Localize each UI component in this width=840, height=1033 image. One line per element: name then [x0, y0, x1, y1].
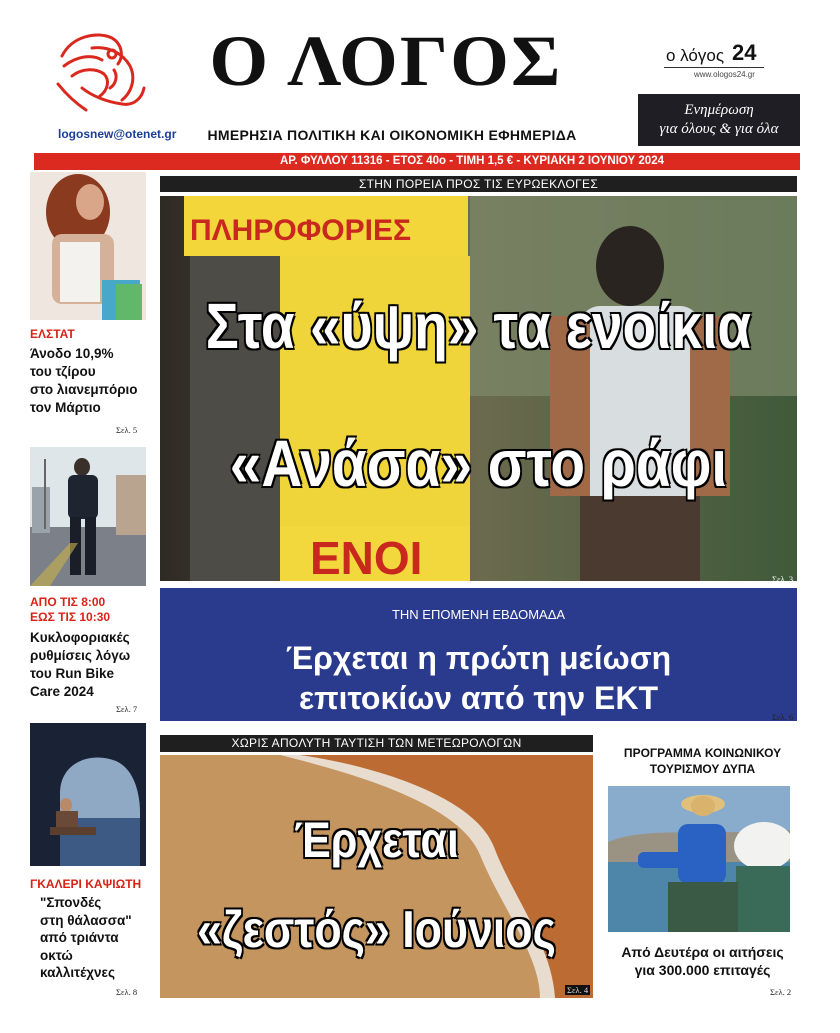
sidebar-kicker-gallery: ΓΚΑΛΕΡΙ ΚΑΨΙΩΤΗ	[30, 877, 142, 891]
page-ref: Σελ. 2	[770, 987, 792, 997]
contact-email: logosnew@otenet.gr	[58, 127, 177, 141]
lead-headline-line-2: «Ανάσα» στο ράφι	[229, 426, 728, 500]
police-officer-photo	[30, 447, 146, 586]
weather-kicker-bar: ΧΩΡΙΣ ΑΠΟΛΥΤΗ ΤΑΥΤΙΣΗ ΤΩΝ ΜΕΤΕΩΡΟΛΟΓΩΝ	[160, 735, 593, 752]
page-ref: Σελ. 4	[567, 985, 589, 995]
weather-headline-line-1: Έρχεται	[294, 812, 459, 868]
headline-line: για 300.000 επιταγές	[634, 962, 771, 978]
headline-line: από τριάντα	[40, 930, 119, 945]
kicker-line: ΤΟΥΡΙΣΜΟΥ ΔΥΠΑ	[649, 762, 756, 776]
website-brand: ο λόγος	[666, 46, 725, 65]
sidebar-kicker-elstat: ΕΛΣΤΑΤ	[30, 327, 75, 341]
page-ref: Σελ. 5	[116, 425, 138, 435]
tourism-kicker	[605, 745, 800, 777]
newspaper-title: Ο ΛΟΓΟΣ	[209, 21, 563, 101]
lead-photo-sign-text-2: ΕΝΟΙ	[310, 532, 423, 581]
website-logo	[660, 40, 770, 86]
slogan-line-2: για όλους & για όλα	[659, 121, 779, 137]
second-headline-line-1: Έρχεται η πρώτη μείωση	[285, 640, 672, 676]
website-logo-rule	[664, 67, 764, 68]
headline-line: "Σπονδές	[40, 895, 102, 910]
lead-photo	[160, 196, 797, 581]
sidebar-headline-retail	[30, 345, 138, 417]
slogan-line-1: Ενημέρωση	[684, 102, 754, 118]
shopping-photo	[30, 172, 146, 320]
website-url: www.ologos24.gr	[694, 70, 755, 79]
kicker-line: ΑΠΟ ΤΙΣ 8:00	[30, 595, 106, 609]
second-headline-line-2: επιτοκίων από την ΕΚΤ	[298, 680, 659, 716]
page-ref: Σελ. 8	[116, 987, 138, 997]
children-tourism-photo	[608, 786, 790, 932]
art-painting-photo	[30, 723, 146, 866]
headline-line: ρυθμίσεις λόγω	[30, 648, 131, 663]
lead-photo-sign-text: ΠΛΗΡΟΦΟΡΙΕΣ	[190, 214, 412, 247]
page-ref: Σελ. 6	[772, 712, 794, 722]
headline-line: του τζίρου	[30, 364, 96, 379]
sidebar-kicker-time	[30, 595, 110, 625]
headline-line: Κυκλοφοριακές	[30, 630, 130, 645]
headline-line: Care 2024	[30, 684, 94, 699]
newspaper-subtitle: ΗΜΕΡΗΣΙΑ ΠΟΛΙΤΙΚΗ ΚΑΙ ΟΙΚΟΝΟΜΙΚΗ ΕΦΗΜΕΡΙΔΑ	[207, 127, 577, 143]
second-kicker: ΤΗΝ ΕΠΟΜΕΝΗ ΕΒΔΟΜΑΔΑ	[391, 607, 566, 622]
headline-line: τον Μάρτιο	[30, 400, 101, 415]
headline-line: Από Δευτέρα οι αιτήσεις	[621, 944, 784, 960]
lead-kicker-bar: ΣΤΗΝ ΠΟΡΕΙΑ ΠΡΟΣ ΤΙΣ ΕΥΡΩΕΚΛΟΓΕΣ	[160, 176, 797, 192]
issue-info-bar: ΑΡ. ΦΥΛΛΟΥ 11316 - ΕΤΟΣ 40ο - ΤΙΜΗ 1,5 € - ΚΥΡΙΑΚΗ 2 ΙΟΥΝΙΟΥ 2024	[34, 153, 800, 170]
kicker-line: ΕΩΣ ΤΙΣ 10:30	[30, 610, 111, 624]
weather-headline-line-2: «ζεστός» Ιούνιος	[197, 901, 556, 959]
headline-line: οκτώ	[40, 947, 73, 963]
headline-line: στο λιανεμπόριο	[30, 382, 138, 397]
headline-line: καλλιτέχνες	[40, 965, 115, 980]
headline-line: του Run Bike	[30, 666, 115, 681]
slogan-box	[638, 94, 800, 146]
website-number: 24	[732, 40, 757, 65]
kicker-line: ΠΡΟΓΡΑΜΜΑ ΚΟΙΝΩΝΙΚΟΥ	[623, 746, 782, 760]
masthead-logo-art	[52, 26, 152, 120]
sidebar-headline-exhibition	[40, 894, 132, 982]
tourism-headline	[605, 943, 800, 979]
page-ref: Σελ. 7	[116, 704, 138, 714]
sidebar-headline-traffic	[30, 629, 130, 701]
headline-line: στη θάλασσα"	[40, 912, 132, 928]
headline-line: Άνοδο 10,9%	[30, 346, 114, 361]
lead-headline-line-1: Στα «ύψη» τα ενοίκια	[205, 290, 752, 362]
page-ref: Σελ. 3	[772, 574, 794, 584]
